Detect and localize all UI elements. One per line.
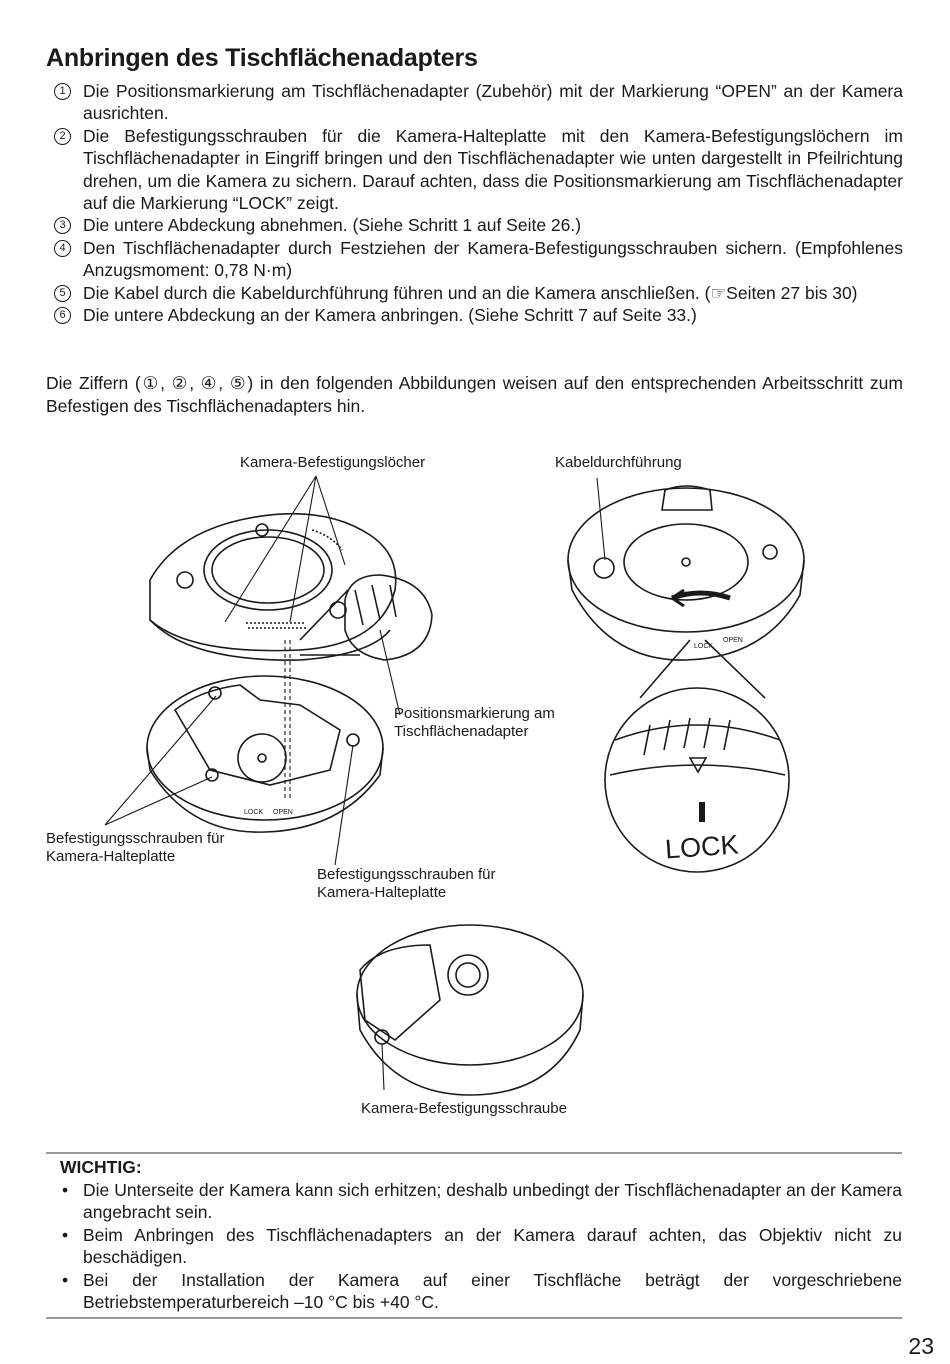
- adapter-ring-drawing: [150, 514, 396, 660]
- camera-bottom-drawing: [357, 925, 583, 1095]
- label-camera-screw: Kamera-Befestigungsschraube: [361, 1100, 567, 1117]
- mark-open-small: OPEN: [273, 809, 293, 816]
- intro-paragraph: Die Ziffern (①, ②, ④, ⑤) in den folgenden Abbildungen weisen auf den entsprechenden Arbeitsschritt zum Befestigen des Tischflächenadapters hin.: [46, 373, 903, 416]
- label-position-mark-line1: Positionsmarkierung am: [394, 705, 555, 722]
- step-text: Die untere Abdeckung abnehmen. (Siehe Schritt 1 auf Seite 26.): [83, 215, 582, 236]
- mark-lock-zoom: LOCK: [664, 829, 740, 865]
- bullet-icon: •: [62, 1224, 69, 1245]
- step-number: 6: [54, 307, 71, 324]
- step-text: Die Befestigungsschrauben für die Kamera-Halteplatte mit den Kamera-Befestigungslöchern im Tischflächenadapter in Eingriff bringen und den Tischflächenadapter wie unten dargestellt in Pfeilrichtung drehen, um die Kamera zu sichern. Darauf achten, dass die Positionsmarkierung am Tischflächenadapter auf die Markierung “LOCK” zeigt.: [83, 125, 903, 214]
- notice-item-text: Die Unterseite der Kamera kann sich erhitzen; deshalb unbedingt der Tischflächenadapter an der Kamera angebracht sein.: [83, 1180, 902, 1223]
- bullet-icon: •: [62, 1180, 69, 1200]
- step-number: 2: [54, 128, 71, 145]
- step-5: [46, 282, 903, 304]
- page-title: Anbringen des Tischflächenadapters: [46, 44, 478, 72]
- step-number: 1: [54, 83, 71, 100]
- notice-top-rule: [46, 1152, 902, 1154]
- mark-lock-small: LOCK: [244, 809, 264, 816]
- step-text: Die Positionsmarkierung am Tischflächenadapter (Zubehör) mit der Markierung “OPEN” an der Kamera ausrichten.: [83, 81, 903, 124]
- step-list: [46, 80, 903, 326]
- leader-lines-left: [105, 476, 605, 865]
- step-1: [46, 80, 903, 125]
- mark-lock-mounted: LOCK: [694, 643, 714, 650]
- step-number: 3: [54, 217, 71, 234]
- step-6: [46, 304, 903, 326]
- notice-item: [62, 1269, 902, 1314]
- step-number: 4: [54, 240, 71, 257]
- page-number: 23: [908, 1333, 934, 1359]
- notice-item-text: Bei der Installation der Kamera auf einer Tischfläche beträgt der vorgeschriebene Betriebstemperaturbereich –10 °C bis +40 °C.: [83, 1269, 902, 1313]
- step-text: Den Tischflächenadapter durch Festziehen der Kamera-Befestigungsschrauben sichern. (Empfohlenes Anzugsmoment: 0,78 N·m): [83, 237, 903, 281]
- notice-bottom-rule: [46, 1317, 902, 1319]
- notice-title: WICHTIG:: [60, 1157, 142, 1177]
- label-cable-entry: Kabeldurchführung: [555, 454, 682, 471]
- figure-drawing: [0, 440, 950, 1130]
- label-camera-holes: Kamera-Befestigungslöcher: [240, 454, 426, 471]
- bullet-icon: •: [62, 1269, 69, 1290]
- step-text: Die untere Abdeckung an der Kamera anbringen. (Siehe Schritt 7 auf Seite 33.): [83, 305, 697, 326]
- label-screws-right-line1: Befestigungsschrauben für: [317, 866, 496, 883]
- installation-figure: [0, 440, 950, 1130]
- notice-item: [62, 1224, 902, 1269]
- label-screws-left-line1: Befestigungsschrauben für: [46, 830, 225, 847]
- label-position-mark-line2: Tischflächenadapter: [394, 723, 529, 740]
- step-4: [46, 237, 903, 282]
- label-screws-left-line2: Kamera-Halteplatte: [46, 848, 176, 865]
- notice-list: [62, 1179, 902, 1313]
- notice-item-text: Beim Anbringen des Tischflächenadapters an der Kamera darauf achten, das Objektiv nicht zu beschädigen.: [83, 1224, 902, 1268]
- camera-base-drawing: [147, 676, 383, 832]
- mark-open-mounted: OPEN: [723, 637, 743, 644]
- label-screws-right-line2: Kamera-Halteplatte: [317, 884, 447, 901]
- step-3: [46, 214, 903, 236]
- step-number: 5: [54, 285, 71, 302]
- mounted-adapter-drawing: [568, 486, 804, 660]
- step-2: [46, 125, 903, 215]
- notice-item: [62, 1179, 902, 1224]
- step-text: Die Kabel durch die Kabeldurchführung führen und an die Kamera anschließen. (☞Seiten 27 bis 30): [83, 282, 858, 303]
